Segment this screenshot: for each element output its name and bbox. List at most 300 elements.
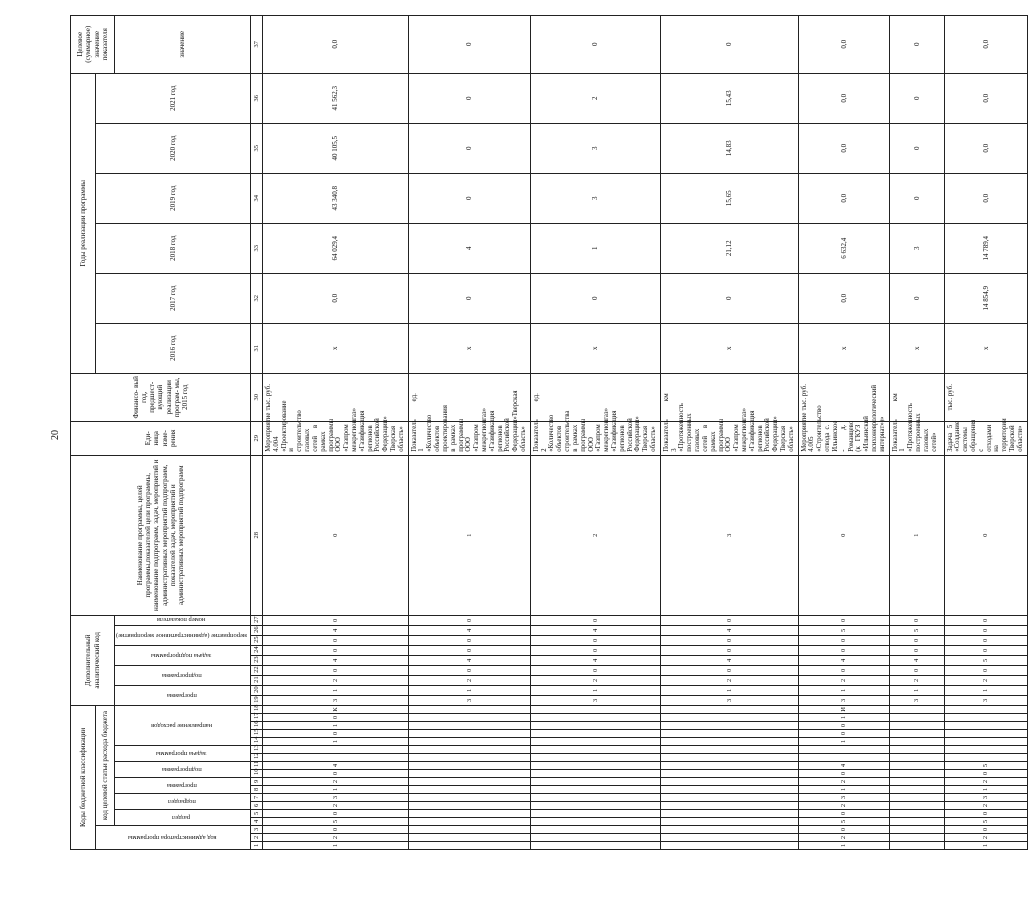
code-cell: 2 bbox=[408, 675, 530, 685]
code-cell bbox=[408, 705, 530, 713]
zadacha-programmy-header: задача программы bbox=[115, 746, 251, 762]
code-cell bbox=[263, 754, 409, 762]
code-cell bbox=[408, 818, 530, 826]
code-cell: 4 bbox=[889, 655, 944, 665]
expense-code-header: код целевой статьи расхода бюджета bbox=[96, 705, 115, 825]
code-cell bbox=[660, 770, 798, 778]
row-unit: км bbox=[660, 373, 798, 421]
code-cell bbox=[530, 738, 660, 746]
row-fin-year: х bbox=[530, 323, 660, 373]
row-unit: тыс. руб. bbox=[263, 373, 409, 421]
code-cell bbox=[889, 778, 944, 786]
row-fin-year: х bbox=[660, 323, 798, 373]
row-fin-year: х bbox=[798, 323, 889, 373]
year-value: 4 bbox=[408, 223, 530, 273]
table-body bbox=[251, 15, 1028, 849]
row-name: Задача 5 «Создание системы обращения с отходами на территории Тверской области» bbox=[944, 421, 1027, 455]
code-cell: 5 bbox=[798, 818, 889, 826]
code-cell bbox=[530, 746, 660, 754]
row-name: Показатель 3 «Протяженность построенных газовых сетей в рамках программы ООО «Газпром межрегионгаз» «Газификация регионов Российской Федерации» Тверская область» bbox=[660, 421, 798, 455]
code-cell: 0 bbox=[798, 635, 889, 645]
code-cell: 0 bbox=[263, 665, 409, 675]
code-cell: 0 bbox=[660, 615, 798, 625]
target-sub-header: значение bbox=[115, 15, 251, 73]
code-cell: 5 bbox=[944, 655, 1027, 665]
code-cell: 1 bbox=[798, 685, 889, 695]
table-row bbox=[408, 15, 530, 849]
code-cell bbox=[660, 810, 798, 818]
code-cell: 1 bbox=[263, 842, 409, 850]
code-cell bbox=[660, 834, 798, 842]
column-number: 15 bbox=[251, 730, 263, 738]
code-cell: 3 bbox=[263, 695, 409, 705]
year-value: 21,12 bbox=[660, 223, 798, 273]
code-cell bbox=[263, 746, 409, 754]
code-cell: К bbox=[263, 705, 409, 713]
code-cell bbox=[660, 842, 798, 850]
code-cell: 0 bbox=[798, 455, 889, 615]
code-cell bbox=[530, 810, 660, 818]
code-cell: 2 bbox=[798, 802, 889, 810]
row-fin-year: х bbox=[408, 323, 530, 373]
code-cell: 1 bbox=[889, 685, 944, 695]
table-row bbox=[889, 15, 944, 849]
row-name: Показатель 1 «Количество объектов проектирования в рамках программы ООО «Газпром межрегионгаз» «Газификация регионов Российской Федерации»Тверская область» bbox=[408, 421, 530, 455]
an-zadacha-header: задача подпрограммы bbox=[115, 645, 251, 665]
code-cell bbox=[408, 810, 530, 818]
row-name: Мероприятие 4.004 «Проектирование и строительство газовых сетей в рамках программы ООО «Газпром межрегионгаз» «Газификация регионов Российской Федерации» Тверская область» bbox=[263, 421, 409, 455]
code-cell: 0 bbox=[660, 665, 798, 675]
column-number: 26 bbox=[251, 625, 263, 635]
year-value: 0 bbox=[408, 123, 530, 173]
code-cell: 1 bbox=[408, 685, 530, 695]
code-cell bbox=[889, 730, 944, 738]
code-cell: 4 bbox=[798, 762, 889, 770]
code-cell bbox=[530, 705, 660, 713]
code-cell: 0 bbox=[263, 615, 409, 625]
code-cell bbox=[660, 826, 798, 834]
code-cell: 0 bbox=[889, 635, 944, 645]
code-cell bbox=[408, 826, 530, 834]
code-cell: 1 bbox=[944, 685, 1027, 695]
code-cell: 0 bbox=[263, 635, 409, 645]
column-number: 17 bbox=[251, 714, 263, 722]
table-row bbox=[798, 15, 889, 849]
analytic-code-header: Дополнительный аналитический код bbox=[71, 615, 115, 705]
code-cell: 0 bbox=[263, 826, 409, 834]
code-cell bbox=[408, 770, 530, 778]
code-cell: 0 bbox=[408, 615, 530, 625]
code-cell bbox=[660, 705, 798, 713]
code-cell: 3 bbox=[530, 695, 660, 705]
year-value: 0 bbox=[408, 273, 530, 323]
column-number: 29 bbox=[251, 421, 263, 455]
code-cell: 2 bbox=[798, 675, 889, 685]
year-value: 0,0 bbox=[944, 73, 1027, 123]
year-value: 0 bbox=[408, 173, 530, 223]
code-cell: 5 bbox=[263, 818, 409, 826]
code-cell bbox=[530, 826, 660, 834]
year-value: 40 105,5 bbox=[263, 123, 409, 173]
code-cell: 0 bbox=[263, 730, 409, 738]
code-cell: 4 bbox=[263, 762, 409, 770]
an-meropriyatie-header: мероприятие (административное мероприятие) bbox=[115, 625, 251, 645]
year-value: 14,83 bbox=[660, 123, 798, 173]
code-cell bbox=[889, 794, 944, 802]
code-cell: 3 bbox=[408, 695, 530, 705]
code-cell: 5 bbox=[889, 625, 944, 635]
an-podprogramma-header: подпрограмма bbox=[115, 665, 251, 685]
name-column-header: Наименование программы, целей программы,показателей цели программы, наименование подпрограмм, задач, мероприятий и административных мероприятий подпрограмм, показателей задач, мероприятий и административных мероприятий подпрограмм bbox=[71, 455, 251, 615]
year-2018: 2018 год bbox=[96, 223, 251, 273]
year-2017: 2017 год bbox=[96, 273, 251, 323]
code-cell bbox=[660, 818, 798, 826]
code-cell: 0 bbox=[798, 730, 889, 738]
code-cell bbox=[944, 705, 1027, 713]
code-cell bbox=[889, 818, 944, 826]
code-cell: 5 bbox=[944, 762, 1027, 770]
code-cell: 0 bbox=[263, 645, 409, 655]
column-number: 13 bbox=[251, 746, 263, 754]
year-value: 0 bbox=[889, 123, 944, 173]
code-cell bbox=[530, 818, 660, 826]
code-cell: 1 bbox=[660, 685, 798, 695]
year-2021: 2021 год bbox=[96, 73, 251, 123]
code-cell: 0 bbox=[944, 455, 1027, 615]
code-cell: 0 bbox=[798, 826, 889, 834]
code-cell bbox=[944, 754, 1027, 762]
code-cell bbox=[660, 746, 798, 754]
code-cell bbox=[408, 786, 530, 794]
year-value: 0,0 bbox=[944, 123, 1027, 173]
code-cell bbox=[408, 794, 530, 802]
year-value: 0 bbox=[408, 15, 530, 73]
code-cell: 0 bbox=[944, 625, 1027, 635]
sheet-content bbox=[70, 25, 1024, 850]
programma-header: программа bbox=[115, 778, 251, 794]
code-cell bbox=[798, 746, 889, 754]
code-cell: 4 bbox=[408, 625, 530, 635]
code-cell: 2 bbox=[530, 675, 660, 685]
row-name: Показатель 2 «Количество объектов строительства в рамках программы ООО «Газпром межрегионгаз» «Газификация регионов Российской Федерации» Тверская область» bbox=[530, 421, 660, 455]
code-cell: 0 bbox=[408, 645, 530, 655]
code-cell bbox=[889, 705, 944, 713]
code-cell bbox=[660, 730, 798, 738]
code-cell bbox=[530, 802, 660, 810]
an-programma-header: программа bbox=[115, 685, 251, 705]
code-cell bbox=[798, 754, 889, 762]
column-number: 24 bbox=[251, 645, 263, 655]
column-number: 35 bbox=[251, 123, 263, 173]
years-header: Годы реализации программы bbox=[71, 73, 96, 373]
code-cell: 0 bbox=[944, 615, 1027, 625]
year-value: 3 bbox=[530, 173, 660, 223]
column-number: 37 bbox=[251, 15, 263, 73]
code-cell: 4 bbox=[798, 655, 889, 665]
code-cell bbox=[889, 762, 944, 770]
code-cell bbox=[530, 834, 660, 842]
row-fin-year: х bbox=[889, 323, 944, 373]
table-row bbox=[263, 15, 409, 849]
year-value: 43 340,8 bbox=[263, 173, 409, 223]
code-cell: 3 bbox=[944, 695, 1027, 705]
code-cell: 2 bbox=[944, 834, 1027, 842]
code-cell: 0 bbox=[889, 645, 944, 655]
code-cell bbox=[530, 754, 660, 762]
code-cell bbox=[889, 834, 944, 842]
year-value: 41 562,3 bbox=[263, 73, 409, 123]
code-cell bbox=[408, 746, 530, 754]
code-cell: 4 bbox=[263, 625, 409, 635]
code-cell: 4 bbox=[408, 655, 530, 665]
code-cell: 5 bbox=[798, 625, 889, 635]
year-value: 0 bbox=[530, 273, 660, 323]
row-unit: ед. bbox=[408, 373, 530, 421]
column-number: 4 bbox=[251, 818, 263, 826]
code-cell bbox=[660, 762, 798, 770]
code-cell: 3 bbox=[660, 455, 798, 615]
code-cell bbox=[408, 722, 530, 730]
code-cell: 1 bbox=[263, 685, 409, 695]
year-value: 0 bbox=[530, 15, 660, 73]
code-cell bbox=[660, 722, 798, 730]
row-unit: тыс. руб. bbox=[944, 373, 1027, 421]
year-value: 0,0 bbox=[798, 273, 889, 323]
column-number: 8 bbox=[251, 786, 263, 794]
code-cell: 1 bbox=[798, 842, 889, 850]
code-cell bbox=[530, 770, 660, 778]
code-cell: 3 bbox=[798, 695, 889, 705]
razdel-header: раздел bbox=[115, 810, 251, 826]
budget-class-header: Коды бюджетной классификации bbox=[71, 705, 96, 849]
code-cell: 2 bbox=[263, 834, 409, 842]
column-number: 6 bbox=[251, 802, 263, 810]
code-cell: 0 bbox=[263, 770, 409, 778]
code-cell: 2 bbox=[889, 675, 944, 685]
code-cell bbox=[530, 762, 660, 770]
year-value: 0,0 bbox=[263, 273, 409, 323]
code-cell: 2 bbox=[263, 778, 409, 786]
code-cell bbox=[944, 738, 1027, 746]
year-value: 0 bbox=[889, 15, 944, 73]
year-value: 0,0 bbox=[944, 173, 1027, 223]
code-cell: 2 bbox=[944, 778, 1027, 786]
code-cell bbox=[408, 714, 530, 722]
code-cell bbox=[530, 794, 660, 802]
code-cell: 0 bbox=[944, 665, 1027, 675]
column-number: 16 bbox=[251, 722, 263, 730]
column-number: 19 bbox=[251, 695, 263, 705]
code-cell bbox=[660, 794, 798, 802]
year-value: 0 bbox=[660, 15, 798, 73]
column-number: 1 bbox=[251, 842, 263, 850]
code-cell: 3 bbox=[798, 794, 889, 802]
code-cell bbox=[944, 722, 1027, 730]
column-number: 5 bbox=[251, 810, 263, 818]
rotated-sheet bbox=[70, 25, 1024, 850]
column-number: 23 bbox=[251, 655, 263, 665]
code-cell bbox=[408, 842, 530, 850]
row-fin-year: х bbox=[263, 323, 409, 373]
code-cell: 0 bbox=[944, 810, 1027, 818]
year-value: 6 632,4 bbox=[798, 223, 889, 273]
code-cell bbox=[944, 746, 1027, 754]
code-cell bbox=[530, 714, 660, 722]
code-cell: 0 bbox=[263, 714, 409, 722]
year-2019: 2019 год bbox=[96, 173, 251, 223]
year-value: 0,0 bbox=[263, 15, 409, 73]
code-cell: И bbox=[798, 705, 889, 713]
code-cell: 3 bbox=[660, 695, 798, 705]
year-value: 0 bbox=[408, 73, 530, 123]
code-cell: 1 bbox=[798, 738, 889, 746]
column-number: 11 bbox=[251, 762, 263, 770]
code-cell: 2 bbox=[660, 675, 798, 685]
code-cell bbox=[889, 826, 944, 834]
code-cell bbox=[944, 714, 1027, 722]
code-cell bbox=[530, 786, 660, 794]
code-cell bbox=[660, 754, 798, 762]
column-number: 28 bbox=[251, 455, 263, 615]
code-cell: 1 bbox=[263, 722, 409, 730]
code-cell: 0 bbox=[408, 665, 530, 675]
code-cell: 5 bbox=[944, 818, 1027, 826]
code-cell bbox=[889, 746, 944, 754]
code-cell: 0 bbox=[798, 615, 889, 625]
code-cell: 3 bbox=[944, 794, 1027, 802]
row-name: Мероприятие 4.005 «Строительство отвода с. Ильинское - д. Романцево (к ГКУЗ «Ильинский психоневрологический интернат»)» bbox=[798, 421, 889, 455]
column-number-row bbox=[251, 15, 263, 849]
column-number: 31 bbox=[251, 323, 263, 373]
code-cell: 0 bbox=[660, 635, 798, 645]
column-number: 14 bbox=[251, 738, 263, 746]
year-value: 14 789,4 bbox=[944, 223, 1027, 273]
column-number: 22 bbox=[251, 665, 263, 675]
year-value: 3 bbox=[530, 123, 660, 173]
code-cell bbox=[660, 714, 798, 722]
code-cell: 0 bbox=[944, 826, 1027, 834]
code-cell: 2 bbox=[530, 455, 660, 615]
column-number: 33 bbox=[251, 223, 263, 273]
year-value: 0 bbox=[889, 273, 944, 323]
code-cell: 1 bbox=[798, 786, 889, 794]
year-2020: 2020 год bbox=[96, 123, 251, 173]
code-cell: 0 bbox=[263, 455, 409, 615]
code-cell bbox=[889, 714, 944, 722]
code-cell: 0 bbox=[798, 722, 889, 730]
code-cell: 2 bbox=[798, 778, 889, 786]
year-value: 0,0 bbox=[798, 73, 889, 123]
code-cell bbox=[889, 738, 944, 746]
code-cell: 3 bbox=[889, 695, 944, 705]
code-cell: 0 bbox=[798, 645, 889, 655]
code-cell: 4 bbox=[263, 655, 409, 665]
year-value: 0 bbox=[889, 173, 944, 223]
column-number: 36 bbox=[251, 73, 263, 123]
code-cell bbox=[889, 802, 944, 810]
podrazdel-header: подраздел bbox=[115, 794, 251, 810]
fin-year-header: Финансо- вый год, предшест- вующий реализации програм- мы, 2015 год bbox=[71, 373, 251, 421]
code-cell bbox=[530, 842, 660, 850]
program-table bbox=[70, 15, 1028, 850]
table-row bbox=[660, 15, 798, 849]
unit-header: Еди- ница изме- рения bbox=[71, 421, 251, 455]
code-cell: 1 bbox=[263, 786, 409, 794]
code-cell bbox=[408, 778, 530, 786]
column-number: 18 bbox=[251, 705, 263, 713]
year-value: 2 bbox=[530, 73, 660, 123]
column-number: 25 bbox=[251, 635, 263, 645]
row-fin-year: х bbox=[944, 323, 1027, 373]
year-value: 0,0 bbox=[798, 15, 889, 73]
year-value: 0,0 bbox=[944, 15, 1027, 73]
code-cell: 4 bbox=[660, 655, 798, 665]
code-cell: 4 bbox=[530, 655, 660, 665]
code-cell bbox=[889, 770, 944, 778]
code-cell: 2 bbox=[798, 834, 889, 842]
year-value: 14 854,9 bbox=[944, 273, 1027, 323]
code-cell: 1 bbox=[263, 738, 409, 746]
code-cell: 0 bbox=[944, 770, 1027, 778]
code-cell: 0 bbox=[530, 665, 660, 675]
code-cell bbox=[889, 786, 944, 794]
row-unit: тыс. руб. bbox=[798, 373, 889, 421]
code-cell: 0 bbox=[889, 665, 944, 675]
napravlenie-header: направление расходов bbox=[115, 705, 251, 745]
year-value: 0,0 bbox=[798, 123, 889, 173]
code-cell: 1 bbox=[889, 455, 944, 615]
code-cell bbox=[408, 730, 530, 738]
code-cell: 0 bbox=[798, 770, 889, 778]
row-unit: ед. bbox=[530, 373, 660, 421]
code-cell: 2 bbox=[263, 802, 409, 810]
code-cell bbox=[660, 786, 798, 794]
year-value: 3 bbox=[889, 223, 944, 273]
column-number: 10 bbox=[251, 770, 263, 778]
year-value: 15,65 bbox=[660, 173, 798, 223]
code-cell bbox=[660, 802, 798, 810]
code-cell bbox=[530, 778, 660, 786]
code-cell: 0 bbox=[944, 635, 1027, 645]
code-cell bbox=[889, 810, 944, 818]
code-cell: 1 bbox=[530, 685, 660, 695]
code-cell: 2 bbox=[944, 675, 1027, 685]
column-number: 32 bbox=[251, 273, 263, 323]
code-cell: 1 bbox=[408, 455, 530, 615]
code-cell: 0 bbox=[660, 645, 798, 655]
code-cell: 2 bbox=[944, 802, 1027, 810]
code-cell: 1 bbox=[944, 786, 1027, 794]
code-cell bbox=[408, 834, 530, 842]
column-number: 34 bbox=[251, 173, 263, 223]
column-number: 7 bbox=[251, 794, 263, 802]
code-cell: 1 bbox=[944, 842, 1027, 850]
column-number: 2 bbox=[251, 834, 263, 842]
column-number: 27 bbox=[251, 615, 263, 625]
code-cell bbox=[530, 730, 660, 738]
target-header: Целевое (суммарное) значение показателя bbox=[71, 15, 115, 73]
year-value: 0 bbox=[889, 73, 944, 123]
code-cell: 4 bbox=[530, 625, 660, 635]
podprogramma-header: подпрограмма bbox=[115, 762, 251, 778]
code-cell: 1 bbox=[798, 714, 889, 722]
year-value: 1 bbox=[530, 223, 660, 273]
column-number: 20 bbox=[251, 685, 263, 695]
code-cell bbox=[408, 738, 530, 746]
an-nomer-header: номер показателя bbox=[115, 615, 251, 625]
code-cell bbox=[408, 762, 530, 770]
code-cell: 0 bbox=[530, 645, 660, 655]
